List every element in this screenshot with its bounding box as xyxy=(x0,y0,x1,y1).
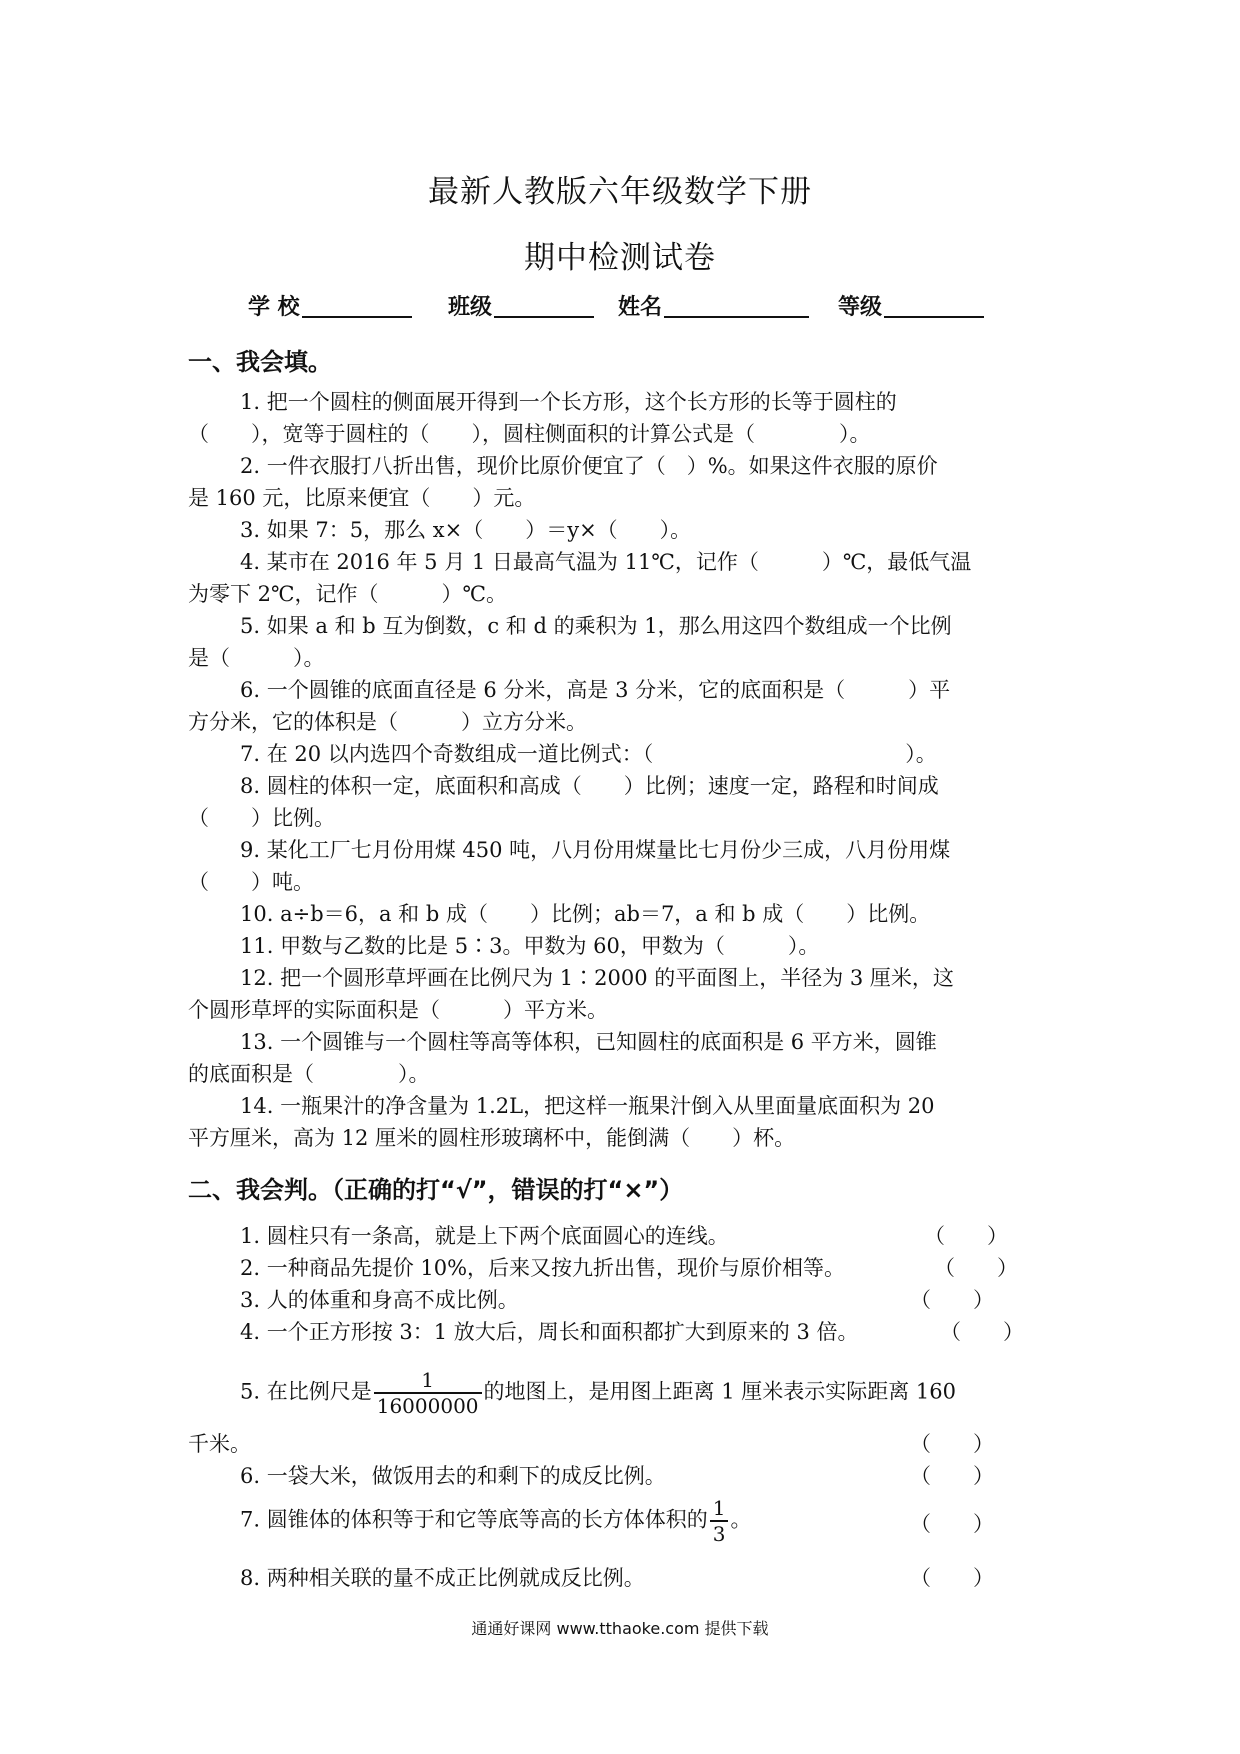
question-line: 是（ ）。 xyxy=(188,646,325,670)
judge-text: 8. 两种相关联的量不成正比例就成反比例。 xyxy=(240,1566,645,1590)
fill-question-14 xyxy=(188,1090,1056,1154)
class-blank xyxy=(494,292,594,318)
fill-question-8 xyxy=(188,770,1056,834)
question-line: 14. 一瓶果汁的净含量为 1.2L，把这样一瓶果汁倒入从里面量底面积为 20 xyxy=(240,1094,935,1118)
fraction xyxy=(374,1368,482,1418)
grade-blank xyxy=(884,292,984,318)
judge-item-7 xyxy=(188,1496,1056,1556)
judge-text: 千米。 xyxy=(188,1432,251,1456)
name-blank xyxy=(664,292,809,318)
question-line: 个圆形草坪的实际面积是（ ）平方米。 xyxy=(188,998,608,1022)
judge-text-part: 的地图上，是用图上距离 1 厘米表示实际距离 160 xyxy=(483,1379,956,1404)
school-field xyxy=(248,290,412,321)
fill-question-5 xyxy=(188,610,1056,674)
question-line: 是 160 元，比原来便宜（ ）元。 xyxy=(188,486,536,510)
question-line: 的底面积是（ ）。 xyxy=(188,1062,430,1086)
answer-parenthesis: （ ） xyxy=(924,1224,1008,1248)
fill-question-1 xyxy=(188,386,1056,450)
grade-label: 等级 xyxy=(838,295,883,320)
grade-field xyxy=(838,290,984,321)
question-line: （ ）比例。 xyxy=(188,806,335,830)
question-line: 13. 一个圆锥与一个圆柱等高等体积，已知圆柱的底面积是 6 平方米，圆锥 xyxy=(240,1030,937,1054)
section-1-heading: 一、我会填。 xyxy=(188,348,332,376)
judge-text: 6. 一袋大米，做饭用去的和剩下的成反比例。 xyxy=(240,1464,666,1488)
fill-question-4 xyxy=(188,546,1056,610)
answer-parenthesis: （ ） xyxy=(910,1512,994,1536)
page-title: 最新人教版六年级数学下册 xyxy=(428,174,812,210)
question-line: 5. 如果 a 和 b 互为倒数，c 和 d 的乘积为 1，那么用这四个数组成一个比例 xyxy=(240,614,952,638)
judge-text: 1. 圆柱只有一条高，就是上下两个底面圆心的连线。 xyxy=(240,1224,729,1248)
judge-text: 2. 一种商品先提价 10%，后来又按九折出售，现价与原价相等。 xyxy=(240,1256,846,1280)
question-line: （ ）吨。 xyxy=(188,870,314,894)
fraction-numerator: 1 xyxy=(710,1496,729,1522)
question-line: 方分米，它的体积是（ ）立方分米。 xyxy=(188,710,587,734)
question-line: 2. 一件衣服打八折出售，现价比原价便宜了（ ）%。如果这件衣服的原价 xyxy=(240,454,938,478)
fill-question-12 xyxy=(188,962,1056,1026)
section-2-heading: 二、我会判。（正确的打“√”，错误的打“×”） xyxy=(188,1176,684,1204)
footer-credit: 通通好课网 www.tthaoke.com 提供下载 xyxy=(471,1619,769,1638)
fill-question-9 xyxy=(188,834,1056,898)
fill-question-11 xyxy=(188,930,1056,962)
question-line: 8. 圆柱的体积一定，底面积和高成（ ）比例；速度一定，路程和时间成 xyxy=(240,774,939,798)
answer-parenthesis: （ ） xyxy=(910,1288,994,1312)
question-line: 7. 在 20 以内选四个奇数组成一道比例式：（ ）。 xyxy=(240,742,937,766)
fraction-denominator: 3 xyxy=(712,1522,726,1546)
question-line: 12. 把一个圆形草坪画在比例尺为 1∶2000 的平面图上，半径为 3 厘米，这 xyxy=(240,966,954,990)
fill-question-13 xyxy=(188,1026,1056,1090)
judge-item-5 xyxy=(188,1368,1056,1428)
question-line: 4. 某市在 2016 年 5 月 1 日最高气温为 11℃，记作（ ）℃，最低气温 xyxy=(240,550,972,574)
question-line: 11. 甲数与乙数的比是 5∶3。甲数为 60，甲数为（ ）。 xyxy=(240,934,820,958)
fraction-numerator: 1 xyxy=(374,1368,482,1394)
judge-text: 3. 人的体重和身高不成比例。 xyxy=(240,1288,519,1312)
answer-parenthesis: （ ） xyxy=(910,1566,994,1590)
page-subtitle: 期中检测试卷 xyxy=(524,240,716,276)
student-info-row xyxy=(248,290,1008,330)
judge-text xyxy=(240,1368,956,1418)
name-label: 姓名 xyxy=(618,295,663,320)
judge-text-part: 5. 在比例尺是 xyxy=(240,1379,372,1404)
judge-text-part: 。 xyxy=(730,1507,752,1532)
class-label: 班级 xyxy=(448,295,493,320)
class-field xyxy=(448,290,594,321)
fill-question-7 xyxy=(188,738,1056,770)
question-line: 平方厘米，高为 12 厘米的圆柱形玻璃杯中，能倒满（ ）杯。 xyxy=(188,1126,796,1150)
answer-parenthesis: （ ） xyxy=(910,1464,994,1488)
school-blank xyxy=(302,292,412,318)
answer-parenthesis: （ ） xyxy=(940,1320,1024,1344)
answer-parenthesis: （ ） xyxy=(934,1256,1018,1280)
fill-question-3 xyxy=(188,514,1056,546)
question-line: 为零下 2℃，记作（ ）℃。 xyxy=(188,582,508,606)
question-line: 6. 一个圆锥的底面直径是 6 分米，高是 3 分米，它的底面积是（ ）平 xyxy=(240,678,951,702)
name-field xyxy=(618,290,809,321)
question-line: 10. a÷b＝6，a 和 b 成（ ）比例；ab＝7，a 和 b 成（ ）比例。 xyxy=(240,902,931,926)
judge-text-part: 7. 圆锥体的体积等于和它等底等高的长方体体积的 xyxy=(240,1507,708,1532)
fill-question-6 xyxy=(188,674,1056,738)
question-line: 9. 某化工厂七月份用煤 450 吨，八月份用煤量比七月份少三成，八月份用煤 xyxy=(240,838,951,862)
fraction xyxy=(710,1496,729,1546)
question-line: 3. 如果 7：5，那么 x×（ ）＝y×（ ）。 xyxy=(240,518,692,542)
judge-text: 4. 一个正方形按 3：1 放大后，周长和面积都扩大到原来的 3 倍。 xyxy=(240,1320,859,1344)
question-line: （ ），宽等于圆柱的（ ），圆柱侧面积的计算公式是（ ）。 xyxy=(188,422,871,446)
question-line: 1. 把一个圆柱的侧面展开得到一个长方形，这个长方形的长等于圆柱的 xyxy=(240,390,897,414)
answer-parenthesis: （ ） xyxy=(910,1432,994,1456)
judge-text xyxy=(240,1496,751,1546)
fill-question-2 xyxy=(188,450,1056,514)
fill-question-10 xyxy=(188,898,1056,930)
fraction-denominator: 16000000 xyxy=(376,1394,479,1418)
school-label: 学 校 xyxy=(248,295,300,320)
